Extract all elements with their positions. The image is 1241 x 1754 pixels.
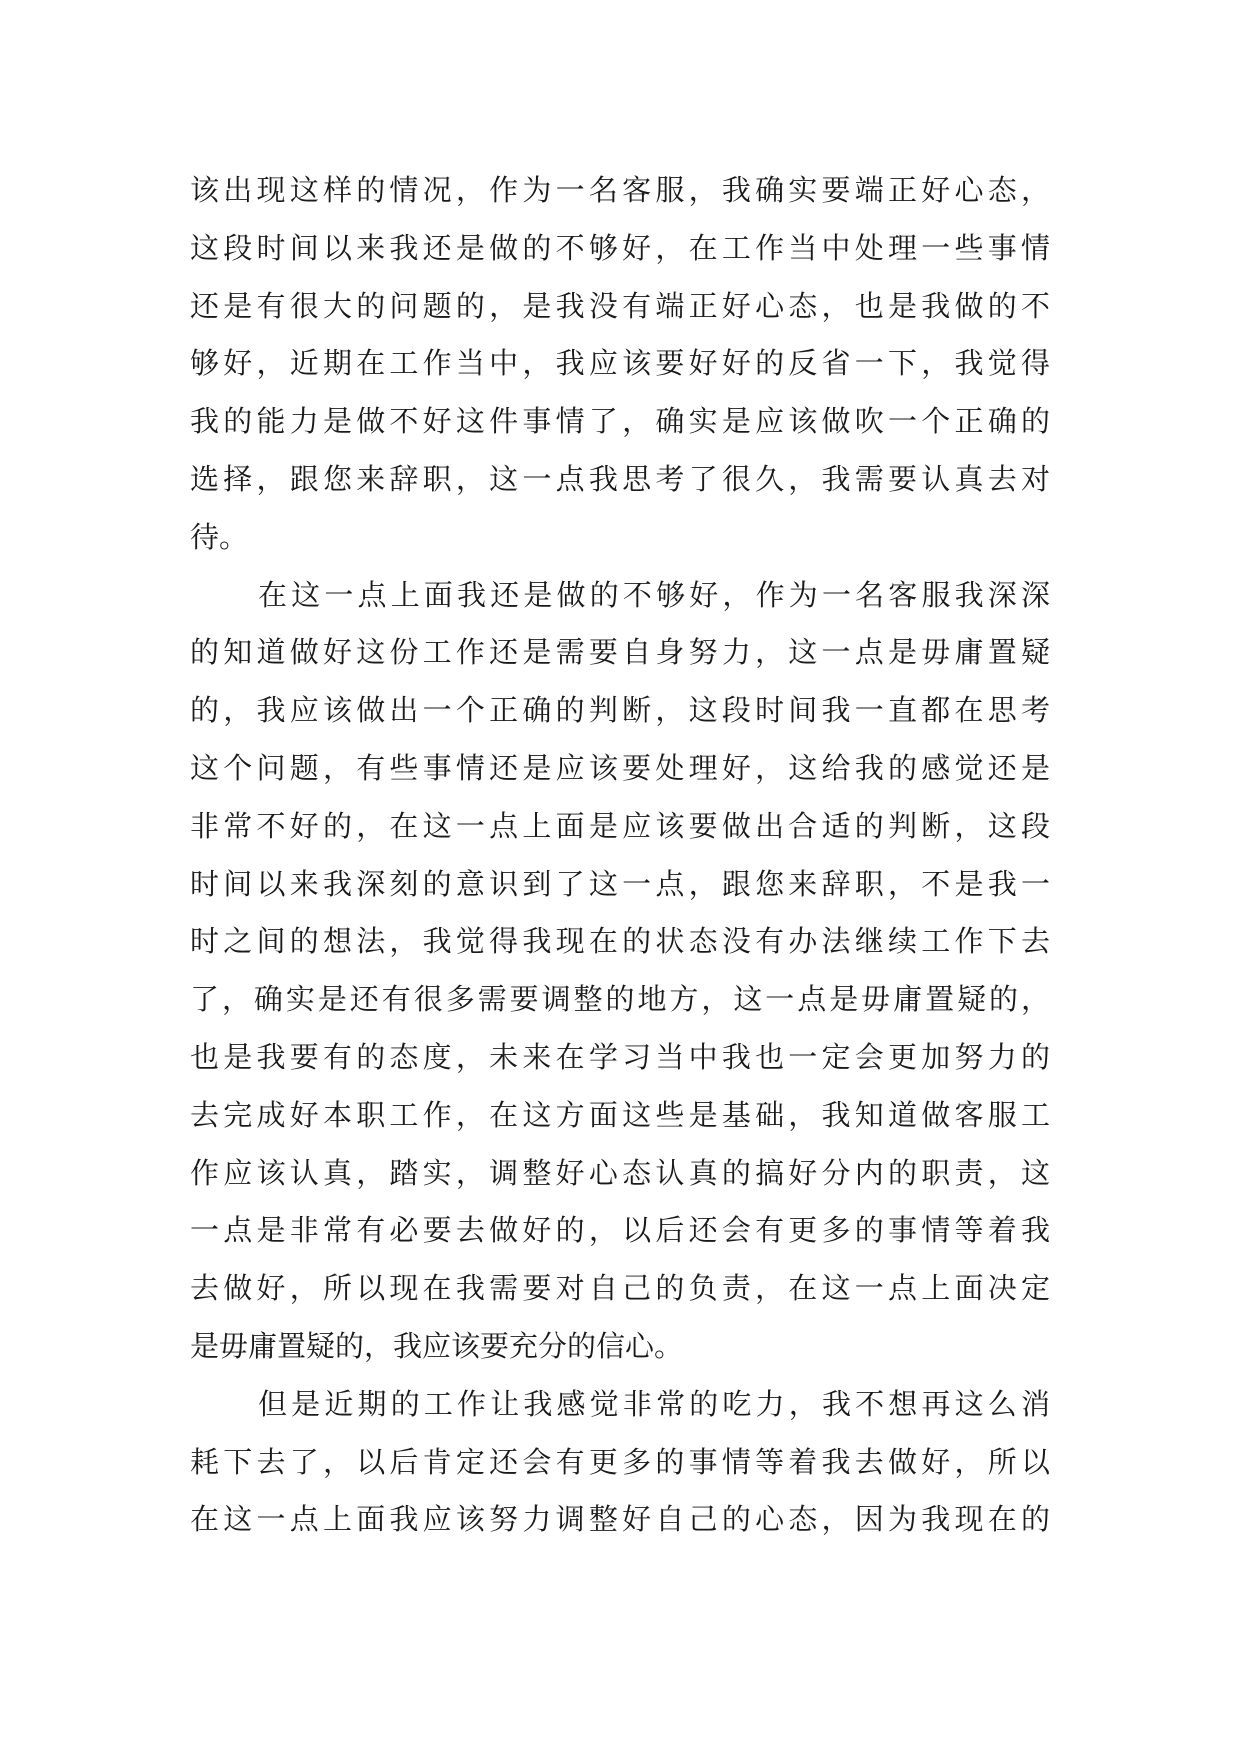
document-body (190, 162, 1050, 1549)
text-line: 该出现这样的情况，作为一名客服，我确实要端正好心态， (190, 173, 1050, 207)
text-line: 的，我应该做出一个正确的判断，这段时间我一直都在思考 (190, 693, 1050, 728)
text-line: 了，确实是还有很多需要调整的地方，这一点是毋庸置疑的， (190, 982, 1050, 1017)
paragraph-2 (190, 567, 1050, 1376)
text-line: 这个问题，有些事情还是应该要处理好，这给我的感觉还是 (190, 750, 1050, 785)
text-line: 作应该认真，踏实，调整好心态认真的搞好分内的职责，这 (190, 1155, 1050, 1190)
text-line: 我的能力是做不好这件事情了，确实是应该做吹一个正确的 (190, 404, 1050, 439)
text-line: 够好，近期在工作当中，我应该要好好的反省一下，我觉得 (190, 346, 1050, 381)
text-line: 去完成好本职工作，在这方面这些是基础，我知道做客服工 (190, 1097, 1050, 1132)
paragraph-1 (190, 162, 1050, 567)
text-line: 去做好，所以现在我需要对自己的负责，在这一点上面决定 (190, 1271, 1050, 1306)
text-line: 一点是非常有必要去做好的，以后还会有更多的事情等着我 (190, 1213, 1050, 1248)
text-line: 时间以来我深刻的意识到了这一点，跟您来辞职，不是我一 (190, 866, 1050, 901)
text-line: 待。 (190, 519, 249, 554)
text-line: 时之间的想法，我觉得我现在的状态没有办法继续工作下去 (190, 924, 1050, 959)
text-line: 在这一点上面我还是做的不够好，作为一名客服我深深 (258, 577, 1050, 612)
text-line: 但是近期的工作让我感觉非常的吃力，我不想再这么消 (258, 1386, 1050, 1421)
text-line: 的知道做好这份工作还是需要自身努力，这一点是毋庸置疑 (190, 635, 1050, 670)
text-line: 非常不好的，在这一点上面是应该要做出合适的判断，这段 (190, 808, 1050, 843)
text-line: 也是我要有的态度，未来在学习当中我也一定会更加努力的 (190, 1039, 1050, 1074)
text-line: 在这一点上面我应该努力调整好自己的心态，因为我现在的 (190, 1502, 1050, 1537)
paragraph-3 (190, 1376, 1050, 1549)
text-line: 是毋庸置疑的，我应该要充分的信心。 (190, 1328, 684, 1363)
text-line: 选择，跟您来辞职，这一点我思考了很久，我需要认真去对 (190, 461, 1050, 496)
text-line: 这段时间以来我还是做的不够好，在工作当中处理一些事情 (190, 230, 1050, 265)
text-line: 耗下去了，以后肯定还会有更多的事情等着我去做好，所以 (190, 1444, 1050, 1479)
text-line: 还是有很大的问题的，是我没有端正好心态，也是我做的不 (190, 288, 1050, 323)
